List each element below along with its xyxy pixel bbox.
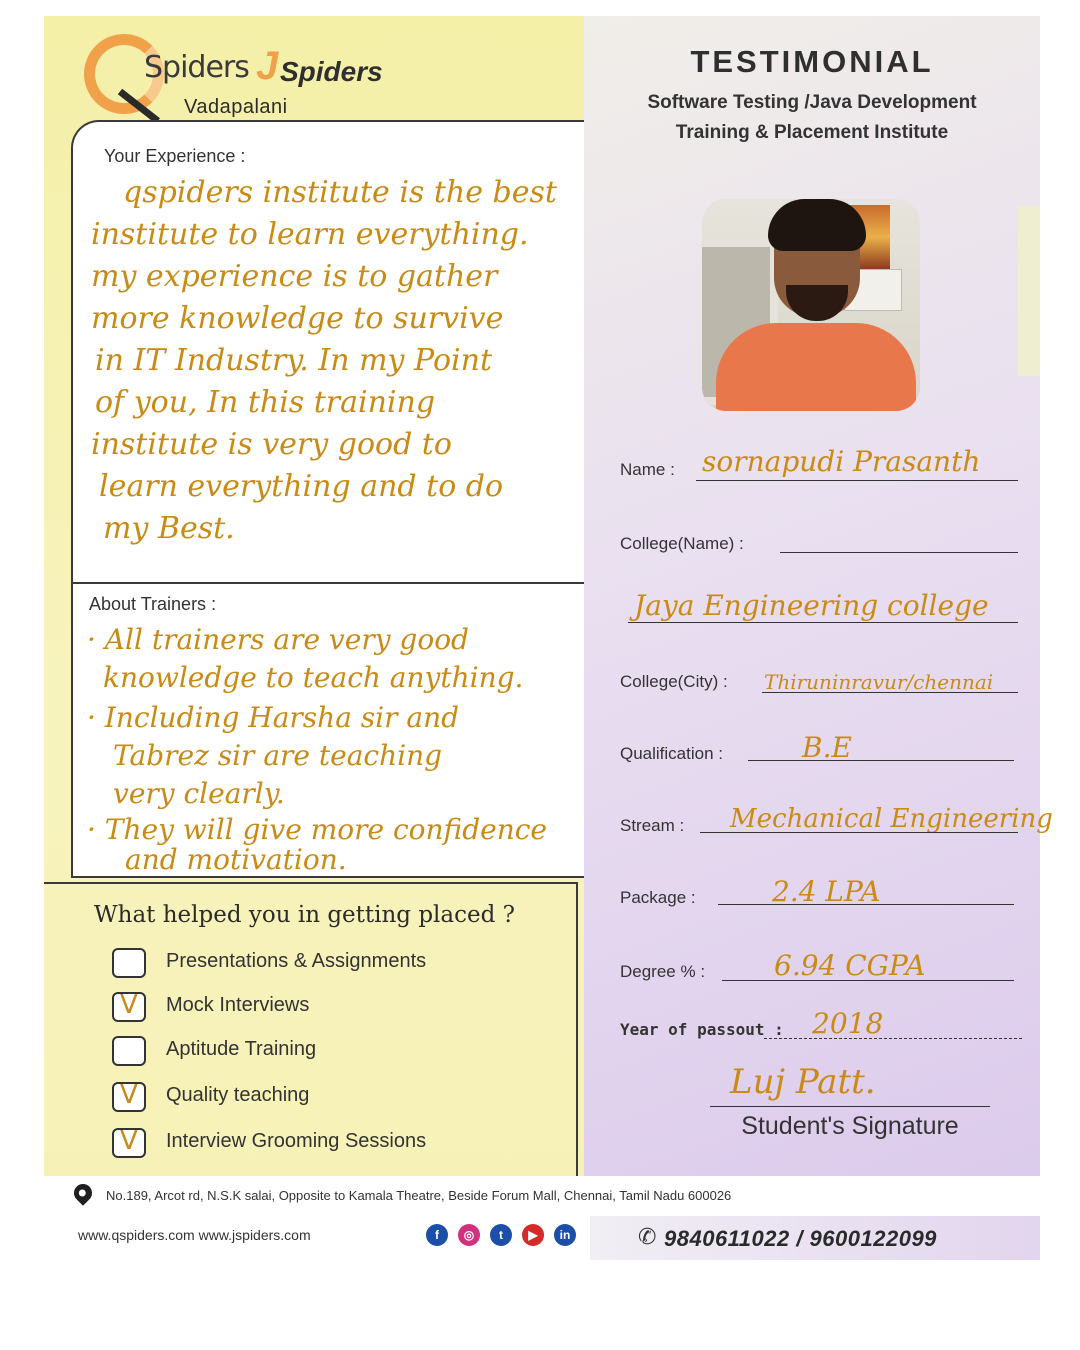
experience-line: institute to learn everything.	[91, 217, 529, 252]
name-label: Name :	[620, 460, 675, 479]
experience-line: in IT Industry. In my Point	[95, 343, 493, 378]
trainers-line: and motivation.	[125, 843, 347, 876]
option-label: Interview Grooming Sessions	[166, 1130, 427, 1152]
passout-label: Year of passout :	[620, 1020, 784, 1039]
testimonial-title: TESTIMONIAL	[690, 44, 934, 79]
college-city-value: Thiruninravur/chennai	[764, 670, 994, 694]
signature-scribble: Luj Patt.	[730, 1062, 876, 1102]
option-label: Presentations & Assignments	[166, 950, 427, 972]
degree-line	[722, 980, 1014, 981]
check-mark-icon: V	[120, 1126, 138, 1156]
college-name-line-2	[628, 622, 1018, 623]
location-pin-icon	[70, 1180, 95, 1205]
option-label: Quality teaching	[166, 1084, 310, 1106]
helped-title: What helped you in getting placed ?	[94, 902, 515, 928]
experience-line: learn everything and to do	[99, 469, 504, 504]
student-photo	[702, 199, 920, 411]
phone-band	[590, 1216, 1040, 1260]
passout-line	[764, 1038, 1022, 1039]
experience-line: institute is very good to	[91, 427, 452, 462]
trainers-section	[71, 582, 586, 878]
trainers-line: knowledge to teach anything.	[103, 661, 524, 694]
package-label: Package :	[620, 888, 696, 907]
stream-line	[700, 832, 1018, 833]
photo-shirt	[716, 323, 916, 411]
phone-numbers[interactable]: 9840611022 / 9600122099	[664, 1226, 937, 1251]
name-line	[696, 480, 1018, 481]
name-value: sornapudi Prasanth	[702, 445, 981, 478]
experience-line: more knowledge to survive	[91, 301, 504, 336]
experience-line: my experience is to gather	[91, 259, 498, 294]
address: No.189, Arcot rd, N.S.K salai, Opposite to Kamala Theatre, Beside Forum Mall, Chennai, Tamil Nadu 600026	[106, 1188, 732, 1203]
checkbox[interactable]	[112, 992, 146, 1022]
brand-logo	[84, 30, 454, 130]
trainers-line: · They will give more confidence	[87, 813, 547, 846]
experience-label: Your Experience :	[104, 146, 246, 166]
stream-label: Stream :	[620, 816, 685, 835]
qualification-line	[748, 760, 1014, 761]
youtube-icon[interactable]: ▶	[522, 1224, 544, 1246]
phone-icon: ✆	[638, 1224, 657, 1249]
twitter-icon[interactable]: t	[490, 1224, 512, 1246]
photo-hair	[768, 199, 866, 251]
qualification-value: B.E	[802, 731, 852, 764]
checkbox[interactable]	[112, 948, 146, 978]
package-line	[718, 904, 1014, 905]
stream-value: Mechanical Engineering	[730, 804, 1053, 834]
subtitle-line-2: Training & Placement Institute	[675, 122, 949, 143]
trainers-line: Tabrez sir are teaching	[113, 739, 443, 772]
helped-section	[44, 882, 578, 1176]
trainers-line: · Including Harsha sir and	[87, 701, 460, 734]
experience-line: qspiders institute is the best	[123, 175, 557, 210]
subtitle-line-1: Software Testing /Java Development	[647, 92, 977, 113]
degree-label: Degree % :	[620, 962, 706, 981]
check-mark-icon: V	[120, 1080, 138, 1110]
option-label: Aptitude Training	[166, 1038, 317, 1060]
footer	[44, 1176, 1040, 1260]
signature-label: Student's Signature	[741, 1112, 959, 1140]
instagram-icon[interactable]: ◎	[458, 1224, 480, 1246]
checkbox[interactable]	[112, 1082, 146, 1112]
trainers-label: About Trainers :	[89, 594, 217, 614]
package-value: 2.4 LPA	[772, 875, 881, 908]
qualification-label: Qualification :	[620, 744, 723, 763]
option-label: Mock Interviews	[166, 994, 310, 1016]
college-name-label: College(Name) :	[620, 534, 744, 553]
experience-line: my Best.	[103, 511, 235, 546]
branch-location: Vadapalani	[184, 96, 288, 118]
experience-section	[71, 120, 586, 584]
college-city-line	[762, 692, 1018, 693]
signature-line	[710, 1106, 990, 1107]
college-name-line	[780, 552, 1018, 553]
degree-value: 6.94 CGPA	[774, 949, 926, 982]
college-name-value: Jaya Engineering college	[634, 589, 989, 622]
qspiders-wordmark: Spiders	[144, 50, 249, 85]
college-city-label: College(City) :	[620, 672, 728, 691]
passout-value: 2018	[812, 1007, 884, 1040]
check-mark-icon: V	[120, 990, 138, 1020]
linkedin-icon[interactable]: in	[554, 1224, 576, 1246]
experience-line: of you, In this training	[95, 385, 436, 420]
testimonial-sheet	[44, 16, 1053, 1176]
jspiders-j-letter: J	[256, 44, 279, 88]
checkbox[interactable]	[112, 1036, 146, 1066]
facebook-icon[interactable]: f	[426, 1224, 448, 1246]
photo-beard	[786, 285, 848, 321]
right-panel	[584, 16, 1053, 1176]
checkbox[interactable]	[112, 1128, 146, 1158]
websites[interactable]: www.qspiders.com www.jspiders.com	[78, 1227, 311, 1243]
trainers-line: very clearly.	[113, 777, 285, 810]
jspiders-wordmark: Spiders	[280, 56, 383, 87]
trainers-line: · All trainers are very good	[87, 623, 469, 656]
left-panel	[44, 16, 584, 1176]
